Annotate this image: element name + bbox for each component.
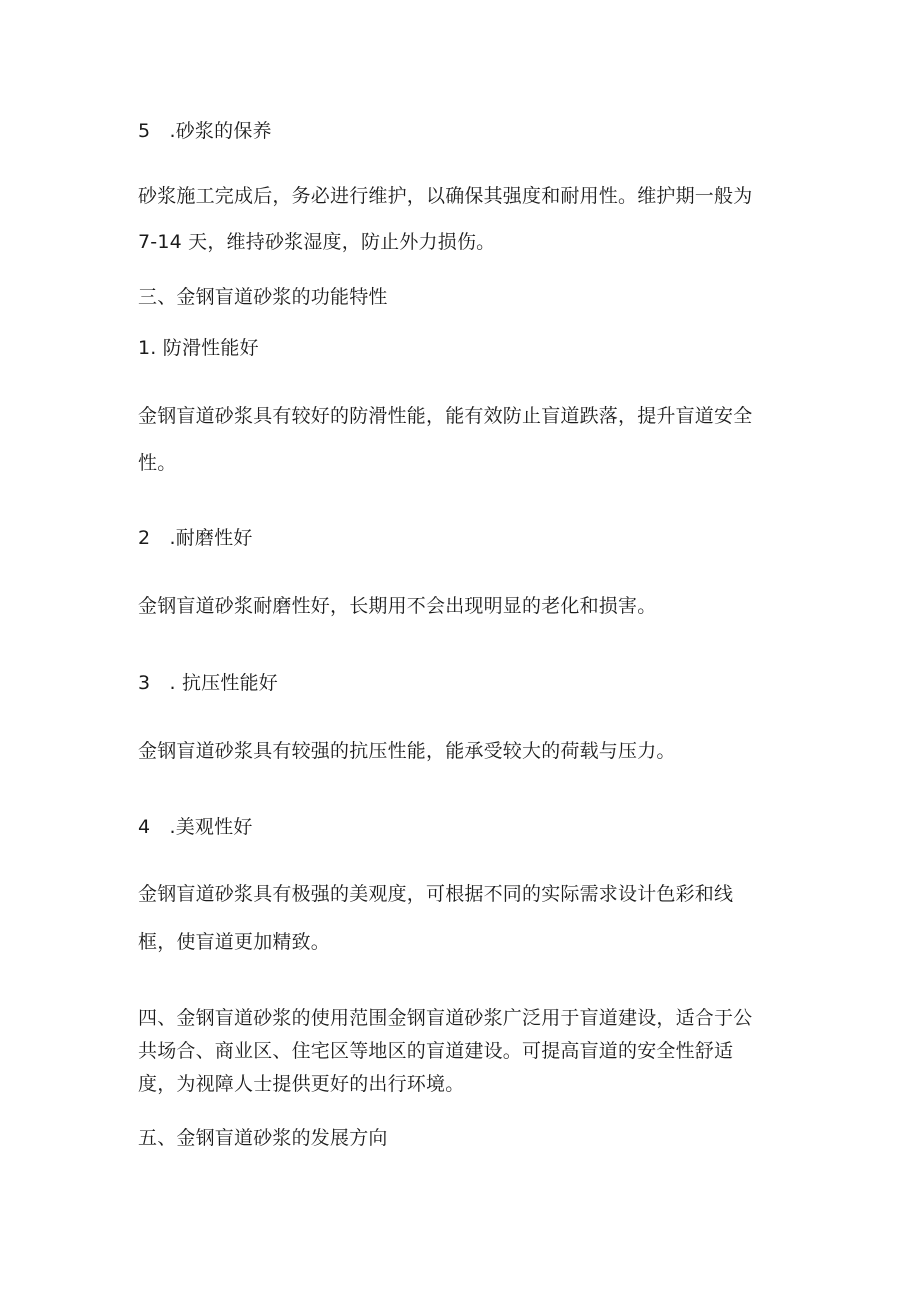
paragraph-line: 砂浆施工完成后，务必进行维护，以确保其强度和耐用性。维护期一般为: [138, 185, 753, 207]
heading-wear-resistance: 2 .耐磨性好: [138, 527, 253, 549]
paragraph-line: 金钢盲道砂浆具有较强的抗压性能，能承受较大的荷载与压力。: [138, 740, 676, 762]
heading-aesthetics: 4 .美观性好: [138, 816, 253, 838]
heading-anti-slip: 1. 防滑性能好: [138, 337, 259, 359]
paragraph-line: 共场合、商业区、住宅区等地区的盲道建设。可提高盲道的安全性舒适: [138, 1040, 734, 1062]
paragraph-line: 框，使盲道更加精致。: [138, 931, 331, 953]
paragraph-line: 7-14 天，维持砂浆湿度，防止外力损伤。: [138, 231, 496, 253]
section-heading-development-direction: 五、金钢盲道砂浆的发展方向: [138, 1127, 388, 1149]
paragraph-line: 度，为视障人士提供更好的出行环境。: [138, 1073, 465, 1095]
heading-mortar-maintenance: 5 .砂浆的保养: [138, 120, 272, 142]
section-heading-functional-properties: 三、金钢盲道砂浆的功能特性: [138, 286, 388, 308]
heading-compressive-strength: 3 . 抗压性能好: [138, 672, 278, 694]
paragraph-line: 金钢盲道砂浆具有较好的防滑性能，能有效防止盲道跌落，提升盲道安全: [138, 405, 753, 427]
paragraph-line: 金钢盲道砂浆具有极强的美观度，可根据不同的实际需求设计色彩和线: [138, 883, 734, 905]
section-heading-scope-of-use: 四、金钢盲道砂浆的使用范围金钢盲道砂浆广泛用于盲道建设，适合于公: [138, 1007, 753, 1029]
paragraph-line: 性。: [138, 452, 177, 474]
paragraph-line: 金钢盲道砂浆耐磨性好，长期用不会出现明显的老化和损害。: [138, 595, 657, 617]
